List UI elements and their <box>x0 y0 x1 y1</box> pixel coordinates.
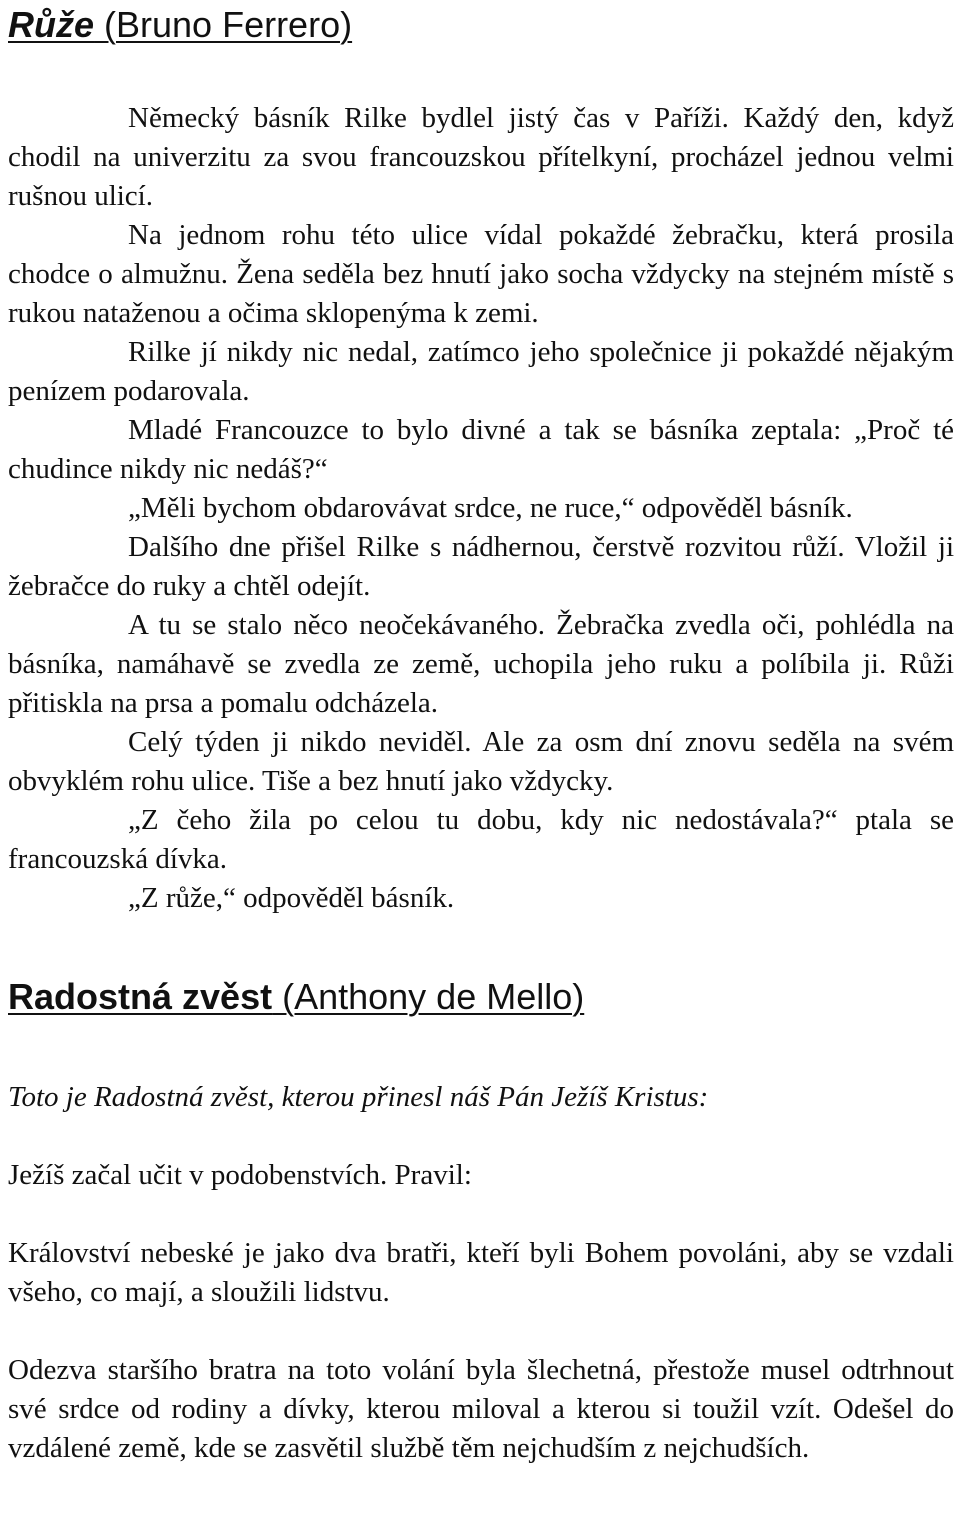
paragraph: „Z čeho žila po celou tu dobu, kdy nic nedostávala?“ ptala se francouzská dívka. <box>8 804 954 875</box>
paragraph: Dalšího dne přišel Rilke s nádhernou, čerstvě rozvitou růží. Vložil ji žebračce do ruky a chtěl odejít. <box>8 531 954 602</box>
story-title-ruze <box>8 3 954 47</box>
title-bold: Růže <box>8 4 95 45</box>
paragraph: A tu se stalo něco neočekávaného. Žebračka zvedla oči, pohlédla na básníka, namáhavě se zvedla ze země, uchopila jeho ruku a políbila ji. Růži přitiskla na prsa a pomalu odcházela. <box>8 609 954 719</box>
story-radostna-zvest-body <box>8 1078 954 1468</box>
paragraph: Celý týden ji nikdo neviděl. Ale za osm dní znovu seděla na svém obvyklém rohu ulice. Tiše a bez hnutí jako vždycky. <box>8 726 954 797</box>
paragraph: Ježíš začal učit v podobenstvích. Pravil: <box>8 1159 472 1191</box>
title-author: (Anthony de Mello) <box>272 976 585 1017</box>
paragraph: Německý básník Rilke bydlel jistý čas v Paříži. Každý den, když chodil na univerzitu za svou francouzskou přítelkyní, procházel jednou velmi rušnou ulicí. <box>8 102 954 212</box>
story-ruze-body <box>8 99 954 918</box>
paragraph: Království nebeské je jako dva bratři, kteří byli Bohem povoláni, aby se vzdali všeho, co mají, a sloužili lidstvu. <box>8 1237 954 1308</box>
paragraph: Mladé Francouzce to bylo divné a tak se básníka zeptala: „Proč té chudince nikdy nic nedáš?“ <box>8 414 954 485</box>
title-bold: Radostná zvěst <box>8 976 273 1017</box>
paragraph: Odezva staršího bratra na toto volání byla šlechetná, přestože musel odtrhnout své srdce od rodiny a dívky, kterou miloval a kterou si toužil vzít. Odešel do vzdálené země, kde se zasvětil službě těm nejchudším z nejchudších. <box>8 1354 954 1464</box>
paragraph: Rilke jí nikdy nic nedal, zatímco jeho společnice ji pokaždé nějakým penízem podarovala. <box>8 336 954 407</box>
intro-line: Toto je Radostná zvěst, kterou přinesl náš Pán Ježíš Kristus: <box>8 1081 709 1113</box>
paragraph: „Měli bychom obdarovávat srdce, ne ruce,“ odpověděl básník. <box>128 492 853 524</box>
title-author: (Bruno Ferrero) <box>94 4 353 45</box>
story-title-radostna-zvest <box>8 975 954 1019</box>
paragraph: „Z růže,“ odpověděl básník. <box>128 882 455 914</box>
document-page <box>8 0 954 1468</box>
paragraph: Na jednom rohu této ulice vídal pokaždé žebračku, která prosila chodce o almužnu. Žena seděla bez hnutí jako socha vždycky na stejném místě s rukou nataženou a očima sklopenýma k zemi. <box>8 219 954 329</box>
